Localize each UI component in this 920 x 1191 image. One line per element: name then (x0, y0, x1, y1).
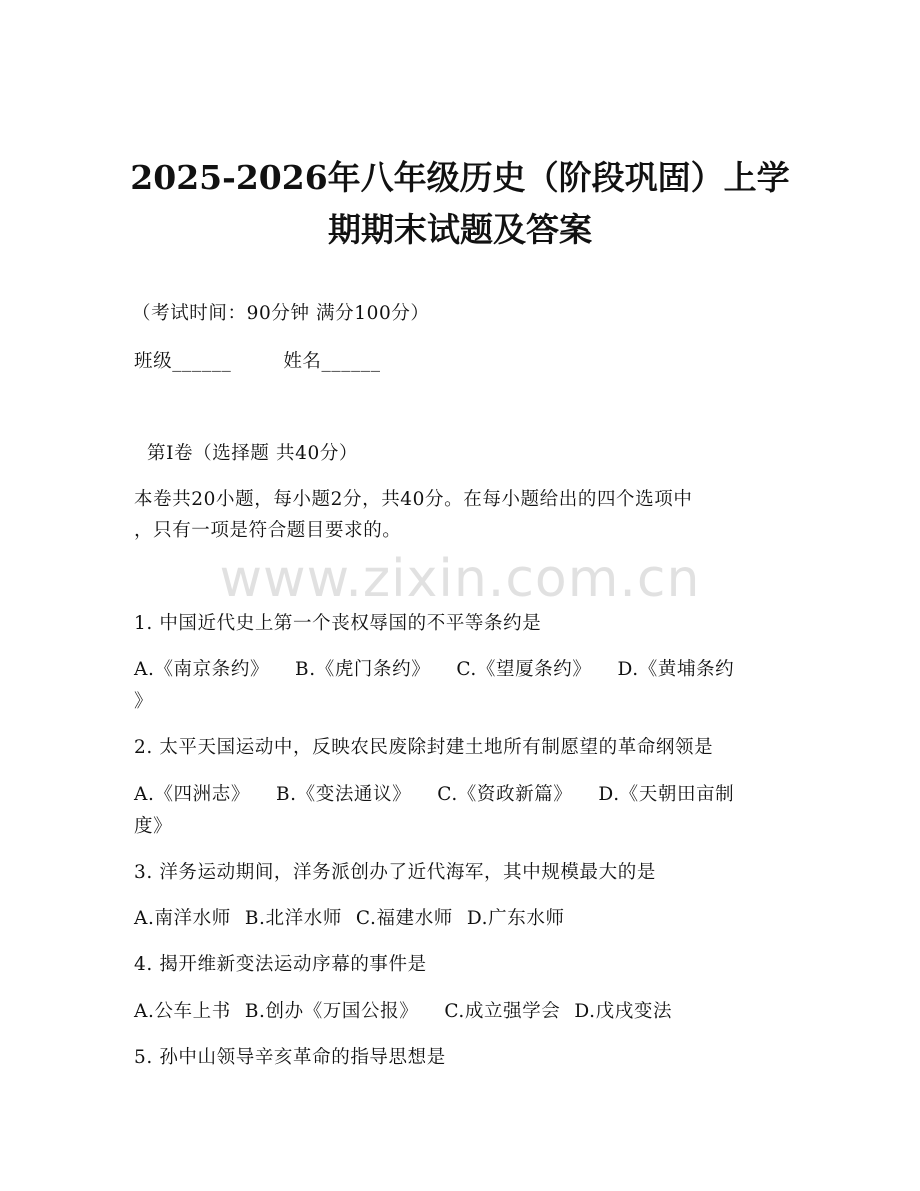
option-a: A.公车上书 (134, 1001, 231, 1022)
instructions-line-1: 本卷共20小题，每小题2分，共40分。在每小题给出的四个选项中 (134, 489, 693, 510)
question-1-options (134, 656, 734, 684)
question-3-stem: 3. 洋务运动期间，洋务派创办了近代海军，其中规模最大的是 (134, 862, 656, 883)
document-title-line-2: 期期末试题及答案 (328, 210, 592, 249)
question-2-options-continuation: 度》 (134, 816, 173, 837)
option-b: B.《虎门条约》 (295, 659, 431, 680)
section-heading: 第Ⅰ卷（选择题 共40分） (147, 443, 359, 464)
question-2-options (134, 781, 734, 809)
exam-info: （考试时间：90分钟 满分100分） (132, 303, 430, 324)
option-b: B.创办《万国公报》 (244, 1001, 419, 1022)
question-4-stem: 4. 揭开维新变法运动序幕的事件是 (134, 954, 427, 975)
name-field-label: 姓名______ (283, 351, 381, 372)
option-b: B.《变法通议》 (275, 784, 412, 805)
option-d: D.《天朝田亩制 (598, 784, 735, 805)
option-d: D.戊戌变法 (574, 1001, 673, 1022)
option-d: D.《黄埔条约 (617, 659, 735, 680)
instructions-line-2: ，只有一项是符合题目要求的。 (134, 520, 402, 541)
option-c: C.福建水师 (355, 908, 453, 929)
question-1-options-continuation: 》 (134, 691, 154, 712)
student-info-row (134, 348, 381, 376)
question-1-stem: 1. 中国近代史上第一个丧权辱国的不平等条约是 (134, 613, 542, 634)
option-c: C.成立强学会 (444, 1001, 561, 1022)
document-title-line-1: 2025-2026年八年级历史（阶段巩固）上学 (130, 158, 790, 197)
option-c: C.《望厦条约》 (456, 659, 592, 680)
option-a: A.《南京条约》 (134, 659, 270, 680)
question-5-stem: 5. 孙中山领导辛亥革命的指导思想是 (134, 1047, 446, 1068)
option-a: A.《四洲志》 (134, 784, 250, 805)
option-a: A.南洋水师 (134, 908, 231, 929)
option-d: D.广东水师 (466, 908, 565, 929)
option-c: C.《资政新篇》 (437, 784, 573, 805)
question-4-options (134, 998, 672, 1026)
watermark: www.zixin.com.cn (219, 549, 701, 609)
option-b: B.北洋水师 (244, 908, 342, 929)
question-2-stem: 2. 太平天国运动中，反映农民废除封建土地所有制愿望的革命纲领是 (134, 737, 714, 758)
class-field-label: 班级______ (134, 351, 232, 372)
question-3-options (134, 905, 565, 933)
